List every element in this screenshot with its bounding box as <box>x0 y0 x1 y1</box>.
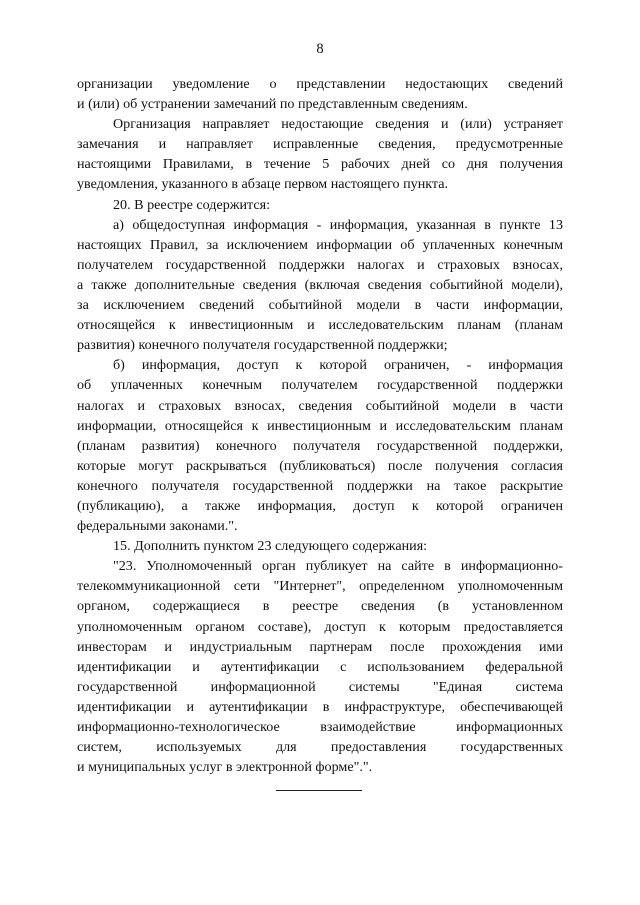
text-line: (планам развития) конечного получателя государственной поддержки, <box>77 437 563 454</box>
text-line: телекоммуникационной сети "Интернет", определенном уполномоченным <box>77 578 563 595</box>
end-of-document-rule <box>276 790 362 791</box>
text-line: информационно-технологическое взаимодействие информационных <box>77 719 563 735</box>
text-line: и муниципальных услуг в электронной форме".". <box>77 759 373 776</box>
text-line: органом, содержащиеся в реестре сведения (в установленном <box>77 598 563 615</box>
text-line: которые могут раскрываться (публиковаться) после получения согласия <box>77 457 563 474</box>
page-number: 8 <box>316 41 324 57</box>
text-line: информации, относящейся к инвестиционным и исследовательским планам <box>77 417 563 434</box>
text-line: (публикацию), а также информация, доступ к которой ограничен <box>77 497 563 514</box>
text-line: получателем государственной поддержки налогах и страховых взносах, <box>77 256 563 273</box>
text-line: настоящими Правилами, в течение 5 рабочих дней со дня получения <box>77 156 563 173</box>
text-line: а также дополнительные сведения (включая сведения событийной модели), <box>77 276 563 293</box>
text-line: конечного получателя государственной поддержки на такое раскрытие <box>77 477 563 494</box>
text-line: идентификации и аутентификации в инфраструктуре, обеспечивающей <box>77 698 563 715</box>
text-line: 20. В реестре содержится: <box>113 196 271 213</box>
text-line: систем, используемых для предоставления государственных <box>77 739 563 756</box>
document-body <box>77 74 563 777</box>
text-line: а) общедоступная информация - информация, указанная в пункте 13 <box>113 216 563 233</box>
text-line: об уплаченных конечным получателем государственной поддержки <box>77 377 563 394</box>
text-line: Организация направляет недостающие сведения и (или) устраняет <box>113 116 563 133</box>
text-line: и (или) об устранении замечаний по представленным сведениям. <box>77 96 468 113</box>
text-line: б) информация, доступ к которой ограничен, - информация <box>113 357 563 374</box>
text-line: "23. Уполномоченный орган публикует на сайте в информационно- <box>113 558 563 575</box>
text-line: налогах и страховых взносах, сведения событийной модели в части <box>77 397 563 414</box>
text-line: развития) конечного получателя государственной поддержки; <box>77 337 448 354</box>
text-line: настоящих Правил, за исключением информации об уплаченных конечным <box>77 236 563 253</box>
text-line: 15. Дополнить пунктом 23 следующего содержания: <box>113 538 428 555</box>
text-line: организации уведомление о представлении недостающих сведений <box>77 76 563 92</box>
text-line: за исключением сведений событийной модели в части информации, <box>77 297 563 314</box>
text-line: замечания и направляет исправленные сведения, предусмотренные <box>77 136 563 153</box>
text-line: государственной информационной системы "Единая система <box>77 678 563 695</box>
text-line: уполномоченным органом составе), доступ к которым предоставляется <box>77 618 563 635</box>
text-line: идентификации и аутентификации с использованием федеральной <box>77 658 563 675</box>
text-line: инвесторам и индустриальным партнерам после прохождения ими <box>77 638 563 655</box>
text-line: федеральными законами.". <box>77 518 238 535</box>
text-line: относящейся к инвестиционным и исследовательским планам (планам <box>77 317 563 334</box>
text-line: уведомления, указанного в абзаце первом настоящего пункта. <box>77 176 449 193</box>
